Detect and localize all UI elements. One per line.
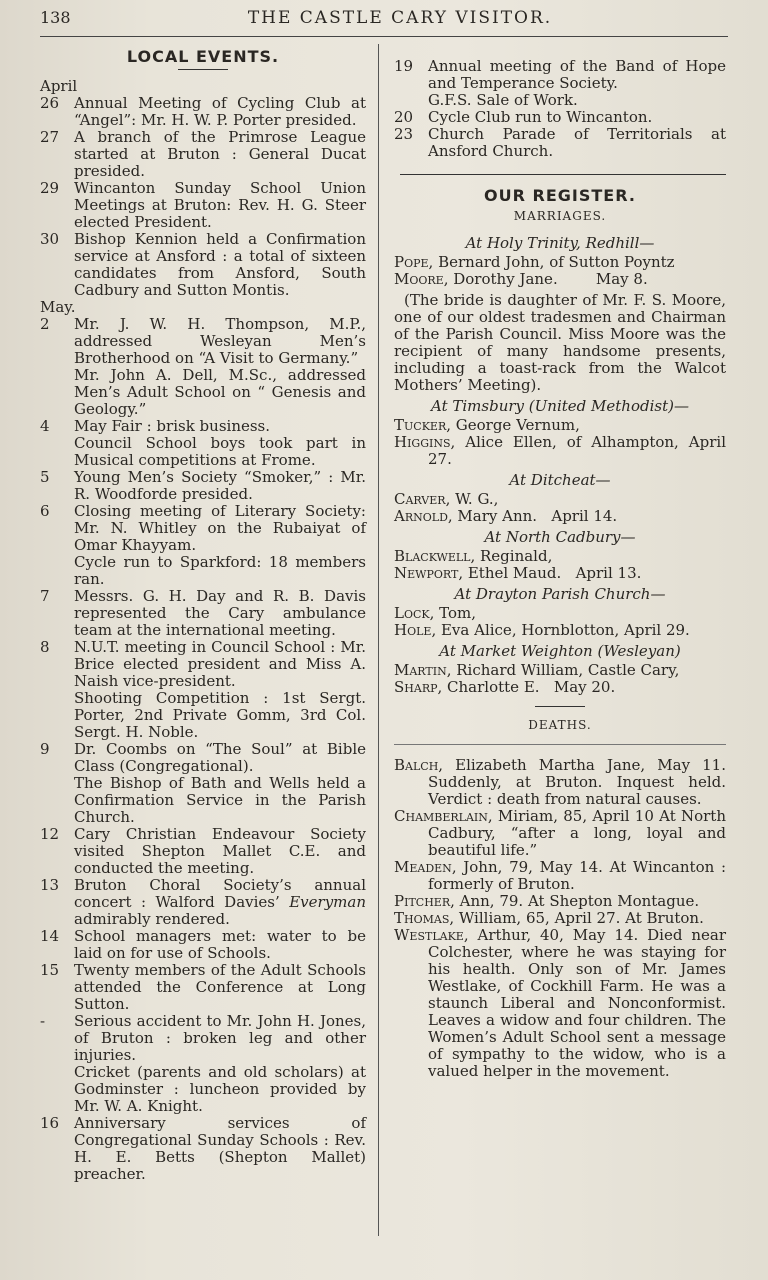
entry-text: , John, 79, May 14. At Wincanton : formerly of Bruton. <box>428 858 726 893</box>
header-rule <box>40 36 728 37</box>
event-row <box>40 95 366 129</box>
may-events <box>40 316 366 1183</box>
event-text: Twenty members of the Adult Schools attended the Conference at Long Sutton. <box>74 961 366 1013</box>
event-row <box>40 877 366 928</box>
event-day: 4 <box>40 417 50 435</box>
event-row <box>40 1115 366 1183</box>
event-item <box>40 129 366 180</box>
event-row <box>40 1013 366 1064</box>
april-events <box>40 95 366 299</box>
event-row <box>40 180 366 231</box>
marriage-place: At North Cadbury— <box>484 528 636 546</box>
deaths-underline <box>394 744 726 745</box>
event-text: Cycle Club run to Wincanton. <box>428 108 653 126</box>
event-text: Closing meeting of Literary Society: Mr. N. Whitley on the Rubaiyat of Omar Khayyam. <box>74 502 366 554</box>
marriage-entry <box>394 417 726 434</box>
event-item <box>40 588 366 639</box>
month-may: May. <box>40 298 76 316</box>
register-title: OUR REGISTER. <box>484 186 636 205</box>
entry-text: , W. G., <box>445 490 499 508</box>
death-entry <box>394 893 726 910</box>
event-row <box>40 741 366 775</box>
surname: Carver <box>394 490 446 508</box>
marriage-entry <box>394 254 726 271</box>
event-item <box>40 231 366 299</box>
place-text: )— <box>668 397 689 415</box>
event-text <box>74 877 366 928</box>
surname: Hole <box>394 621 432 639</box>
event-day: 26 <box>40 94 60 112</box>
denomination: Wesleyan <box>603 642 675 660</box>
event-item <box>40 639 366 741</box>
may-events-continued <box>394 58 726 160</box>
event-subtext: The Bishop of Bath and Wells held a Confirmation Service in the Parish Church. <box>74 774 366 826</box>
event-subtext: G.F.S. Sale of Work. <box>428 91 578 109</box>
event-text: Messrs. G. H. Day and R. B. Davis represented the Cary ambulance team at the international meeting. <box>74 587 366 639</box>
marriages-heading: MARRIAGES. <box>513 209 607 223</box>
deaths-heading: DEATHS. <box>528 718 592 732</box>
event-row <box>40 962 366 1013</box>
marriage-place: At Holy Trinity, Redhill— <box>465 234 655 252</box>
event-row <box>40 231 366 299</box>
event-text: Mr. J. W. H. Thompson, M.P., addressed Wesleyan Men’s Brotherhood on “A Visit to Germany.” <box>74 315 366 367</box>
section-rule <box>400 174 726 175</box>
event-text: Annual meeting of the Band of Hope and Temperance Society. <box>428 57 726 92</box>
event-day: 16 <box>40 1114 60 1132</box>
marriage-place: At Drayton Parish Church— <box>454 585 666 603</box>
place-text: At Market Weighton ( <box>439 642 604 660</box>
marriage-entry <box>394 508 726 525</box>
entry-text: , George Vernum, <box>446 416 580 434</box>
event-row <box>40 588 366 639</box>
event-day: 2 <box>40 315 50 333</box>
entry-text: , Eva Alice, Hornblotton, April 29. <box>431 621 690 639</box>
deaths-list <box>394 757 726 1080</box>
event-day: 6 <box>40 502 50 520</box>
event-text-part: admirably rendered. <box>74 910 230 928</box>
marriage-entry <box>394 622 726 639</box>
event-item <box>40 469 366 503</box>
surname: Newport <box>394 564 459 582</box>
marriage-entry <box>394 271 726 288</box>
death-entry <box>394 910 726 927</box>
event-item <box>40 503 366 588</box>
entry-text: , Reginald, <box>470 547 553 565</box>
event-row <box>40 503 366 554</box>
event-subtext: Mr. John A. Dell, M.Sc., addressed Men’s Adult School on “ Genesis and Geology.” <box>74 366 366 418</box>
page-number: 138 <box>40 8 71 27</box>
event-text: Dr. Coombs on “The Soul” at Bible Class (Congregational). <box>74 740 366 775</box>
event-day: 12 <box>40 825 60 843</box>
event-row <box>40 826 366 877</box>
event-item <box>40 877 366 928</box>
event-text: Annual Meeting of Cycling Club at “Angel”: Mr. H. W. P. Porter presided. <box>74 94 366 129</box>
event-day: 27 <box>40 128 60 146</box>
marriage-note: (The bride is daughter of Mr. F. S. Moore, one of our oldest tradesmen and Chairman of the Parish Council. Miss Moore was the recipient of many handsome presents, including a toast-rack from the Walcot Mothers’ Meeting). <box>394 291 726 394</box>
event-text: Bishop Kennion held a Confirmation service at Ansford : a total of sixteen candidates from Ansford, South Cadbury and Sutton Montis. <box>74 230 366 299</box>
marriage-entry <box>394 605 726 622</box>
event-text: Serious accident to Mr. John H. Jones, of Bruton : broken leg and other injuries. <box>74 1012 366 1064</box>
event-day: 13 <box>40 876 60 894</box>
event-item <box>40 826 366 877</box>
event-text: School managers met: water to be laid on for use of Schools. <box>74 927 366 962</box>
marriage-place <box>394 398 726 415</box>
event-row <box>40 639 366 690</box>
event-text: Anniversary services of Congregational Sunday Schools : Rev. H. E. Betts (Shepton Mallet) preacher. <box>74 1114 366 1183</box>
entry-text: , Dorothy Jane. May 8. <box>443 270 648 288</box>
event-text: May Fair : brisk business. <box>74 417 271 435</box>
event-item <box>40 316 366 418</box>
event-day: 7 <box>40 587 50 605</box>
marriage-entry <box>394 548 726 565</box>
entry-text: , Elizabeth Martha Jane, May 11. Suddenly, at Bruton. Inquest held. Verdict : death from natural causes. <box>428 756 726 808</box>
event-day: 8 <box>40 638 50 656</box>
entry-text: , Miriam, 85, April 10 At North Cadbury, “after a long, loyal and beautiful life.” <box>428 807 726 859</box>
event-item <box>394 126 726 160</box>
event-row <box>40 469 366 503</box>
surname: Sharp <box>394 678 438 696</box>
surname: Higgins <box>394 433 451 451</box>
event-item <box>40 418 366 469</box>
local-events-title: LOCAL EVENTS. <box>126 47 280 66</box>
event-subtext: Shooting Competition : 1st Sergt. Porter, 2nd Private Gomm, 3rd Col. Sergt. H. Noble. <box>74 689 366 741</box>
surname: Balch <box>394 756 439 774</box>
denomination: United Methodist <box>534 397 669 415</box>
event-day: 30 <box>40 230 60 248</box>
local-events-column <box>40 48 366 1183</box>
surname: Lock <box>394 604 430 622</box>
event-row <box>40 316 366 367</box>
place-text: At Timsbury ( <box>431 397 535 415</box>
event-row <box>40 129 366 180</box>
marriage-entry <box>394 434 726 468</box>
event-day: 29 <box>40 179 60 197</box>
surname: Moore <box>394 270 444 288</box>
event-row <box>40 928 366 962</box>
event-item <box>40 1115 366 1183</box>
event-day: 20 <box>394 108 414 126</box>
entry-text: , Bernard John, of Sutton Poyntz <box>428 253 675 271</box>
marriage-place: At Ditcheat— <box>509 471 611 489</box>
event-day: 15 <box>40 961 60 979</box>
marriage-entry <box>394 491 726 508</box>
surname: Blackwell <box>394 547 471 565</box>
event-item <box>394 58 726 109</box>
entry-text: , Ann, 79. At Shepton Montague. <box>450 892 700 910</box>
column-separator <box>378 44 379 1236</box>
event-text: N.U.T. meeting in Council School : Mr. Brice elected president and Miss A. Naish vice-president. <box>74 638 366 690</box>
death-entry <box>394 757 726 808</box>
deaths-rule <box>535 706 585 707</box>
event-subtext: Cycle run to Sparkford: 18 members ran. <box>74 553 366 588</box>
event-item <box>40 180 366 231</box>
event-item <box>40 928 366 962</box>
surname: Thomas <box>394 909 450 927</box>
surname: Meaden <box>394 858 452 876</box>
death-entry <box>394 859 726 893</box>
marriage-entry <box>394 565 726 582</box>
month-april: April <box>40 77 78 95</box>
entry-text: , Alice Ellen, of Alhampton, April 27. <box>428 433 726 468</box>
marriage-place <box>394 643 726 660</box>
page-header <box>0 6 768 36</box>
event-text-part: Bruton Choral Society’s annual concert : Walford Davies’ <box>74 876 366 911</box>
entry-text: , Charlotte E. May 20. <box>437 678 616 696</box>
event-row <box>40 418 366 435</box>
event-text: Cary Christian Endeavour Society visited Shepton Mallet C.E. and conducted the meeting. <box>74 825 366 877</box>
event-day: 19 <box>394 57 414 75</box>
marriage-entry <box>394 679 726 696</box>
event-text: Wincanton Sunday School Union Meetings at Bruton: Rev. H. G. Steer elected President. <box>74 179 366 231</box>
event-subtext: Council School boys took part in Musical competitions at Frome. <box>74 434 366 469</box>
event-day: 9 <box>40 740 50 758</box>
death-entry <box>394 808 726 859</box>
entry-text: , Mary Ann. April 14. <box>447 507 618 525</box>
surname: Pope <box>394 253 429 271</box>
surname: Pitcher <box>394 892 451 910</box>
event-item <box>40 741 366 826</box>
surname: Martin <box>394 661 447 679</box>
event-text: Young Men’s Society “Smoker,” : Mr. R. Woodforde presided. <box>74 468 366 503</box>
event-text: A branch of the Primrose League started at Bruton : General Ducat presided. <box>74 128 366 180</box>
event-day: - <box>40 1012 46 1030</box>
event-item <box>40 962 366 1013</box>
death-entry <box>394 927 726 1080</box>
place-text: ) <box>674 642 681 660</box>
event-text: Church Parade of Territorials at Ansford Church. <box>428 125 726 160</box>
entry-text: , Arthur, 40, May 14. Died near Colchester, where he was staying for his health. Only son of Mr. James Westlake, of Cockhill Farm. He was a staunch Liberal and Nonconformist. Leaves a widow and four children. The Women’s Adult School sent a message of sympathy to the widow, who is a valued helper in the movement. <box>428 926 726 1080</box>
event-row <box>394 109 726 126</box>
surname: Westlake <box>394 926 464 944</box>
event-day: 23 <box>394 125 414 143</box>
surname: Arnold <box>394 507 448 525</box>
entry-text: , William, 65, April 27. At Bruton. <box>449 909 704 927</box>
entry-text: , Tom, <box>429 604 477 622</box>
event-day: 14 <box>40 927 60 945</box>
marriage-entry <box>394 662 726 679</box>
register-column <box>394 58 726 1080</box>
event-row <box>394 126 726 160</box>
event-item <box>394 109 726 126</box>
surname: Chamberlain <box>394 807 488 825</box>
event-item <box>40 95 366 129</box>
surname: Tucker <box>394 416 447 434</box>
title-underline <box>178 69 228 70</box>
event-subtext: Cricket (parents and old scholars) at Godminster : luncheon provided by Mr. W. A. Knight. <box>74 1063 366 1115</box>
entry-text: , Ethel Maud. April 13. <box>458 564 642 582</box>
entry-text: , Richard William, Castle Cary, <box>446 661 680 679</box>
event-item <box>40 1013 366 1115</box>
work-title: Everyman <box>289 893 366 911</box>
publication-title: THE CASTLE CARY VISITOR. <box>247 8 553 28</box>
event-row <box>394 58 726 92</box>
event-day: 5 <box>40 468 50 486</box>
